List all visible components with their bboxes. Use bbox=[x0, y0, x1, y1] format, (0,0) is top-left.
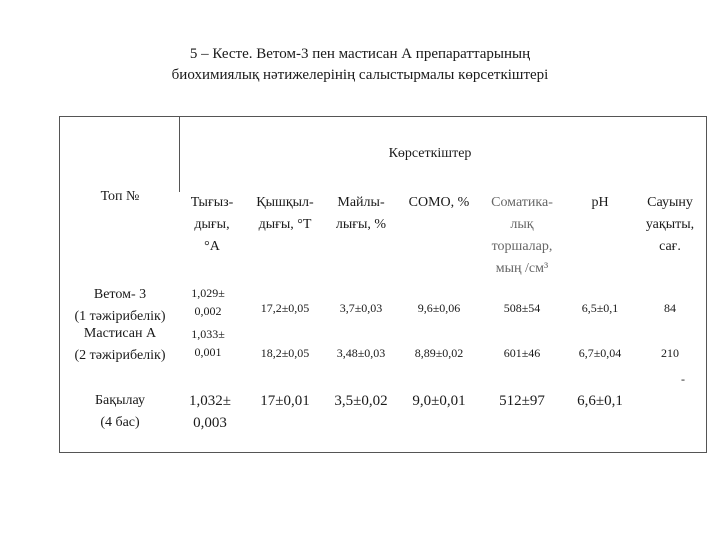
row1-somo: 9,6±0,06 bbox=[417, 301, 461, 315]
row1-ph: 6,5±0,1 bbox=[581, 301, 619, 315]
header-ph: pH bbox=[591, 195, 609, 210]
header-somatic-cells: Соматика- лық торшалар, мың /см³ bbox=[491, 195, 553, 276]
row3-somatic: 512±97 bbox=[499, 393, 545, 409]
row1-group: Ветом- 3 (1 тәжірибелік) bbox=[74, 287, 166, 324]
row2-density: 1,033± 0,001 bbox=[191, 327, 225, 359]
row2-fat: 3,48±0,03 bbox=[336, 346, 386, 360]
indicators-header: Көрсеткіштер bbox=[388, 146, 472, 161]
header-density: Тығыз- дығы, °А bbox=[190, 195, 234, 254]
group-column-header: Топ № bbox=[100, 189, 140, 204]
caption-line-2: биохимиялық нәтижелерінің салыстырмалы көрсеткіштері bbox=[171, 67, 549, 83]
header-milking-time: Сауыну уақыты, сағ. bbox=[645, 195, 695, 254]
row2-somatic: 601±46 bbox=[503, 346, 541, 360]
row1-density: 1,029± 0,002 bbox=[191, 286, 225, 318]
table-caption bbox=[0, 44, 720, 86]
row2-milking: 210 bbox=[661, 346, 679, 360]
header-acidity: Қышқыл- дығы, °Т bbox=[256, 195, 314, 232]
table-divider bbox=[179, 116, 180, 192]
row3-acidity: 17±0,01 bbox=[260, 393, 310, 409]
header-fat: Майлы- лығы, % bbox=[335, 195, 387, 232]
row3-fat: 3,5±0,02 bbox=[334, 393, 388, 409]
caption-line-1: 5 – Кесте. Ветом-3 пен мастисан А препараттарының bbox=[189, 46, 531, 62]
row2-group: Мастисан А (2 тәжірибелік) bbox=[74, 326, 166, 363]
trailing-mark: - bbox=[681, 372, 685, 386]
row3-density: 1,032± 0,003 bbox=[189, 393, 231, 431]
row2-ph: 6,7±0,04 bbox=[578, 346, 622, 360]
row1-milking: 84 bbox=[664, 301, 676, 315]
row1-acidity: 17,2±0,05 bbox=[260, 301, 310, 315]
header-somo: СОМО, % bbox=[408, 195, 470, 210]
row1-somatic: 508±54 bbox=[503, 301, 541, 315]
row3-ph: 6,6±0,1 bbox=[577, 393, 623, 409]
row3-somo: 9,0±0,01 bbox=[412, 393, 466, 409]
row2-somo: 8,89±0,02 bbox=[414, 346, 464, 360]
row3-group: Бақылау (4 бас) bbox=[95, 393, 145, 430]
row2-acidity: 18,2±0,05 bbox=[260, 346, 310, 360]
row1-fat: 3,7±0,03 bbox=[339, 301, 383, 315]
